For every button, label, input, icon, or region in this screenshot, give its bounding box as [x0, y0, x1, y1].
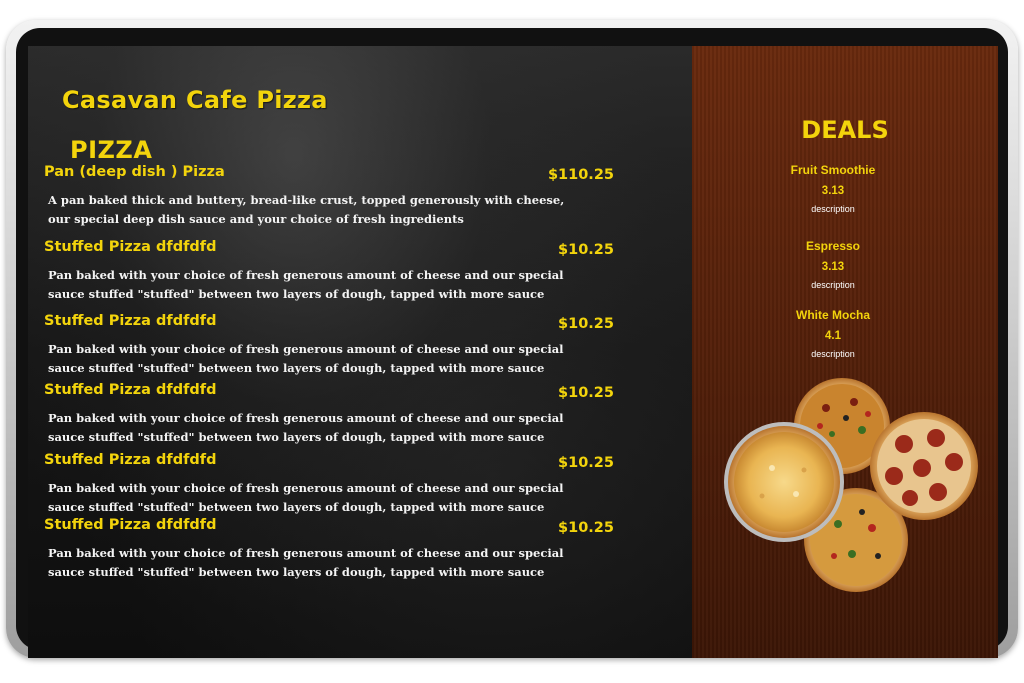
item-name: Pan (deep dish ) Pizza: [44, 164, 225, 180]
item-name: Stuffed Pizza dfdfdfd: [44, 382, 217, 398]
item-description-line: Pan baked with your choice of fresh generous amount of cheese and our special: [48, 546, 564, 560]
item-price: $10.25: [558, 385, 614, 401]
item-description: [48, 191, 614, 229]
item-description: [48, 266, 614, 304]
item-description-line: sauce stuffed "stuffed" between two layers of dough, tapped with more sauce: [48, 287, 545, 301]
deal-item: [748, 238, 918, 291]
deal-description: description: [811, 349, 855, 359]
item-description: [48, 340, 614, 378]
item-description-line: Pan baked with your choice of fresh generous amount of cheese and our special: [48, 411, 564, 425]
item-description: [48, 409, 614, 447]
item-description-line: Pan baked with your choice of fresh generous amount of cheese and our special: [48, 268, 564, 282]
item-price: $10.25: [558, 455, 614, 471]
item-price: $110.25: [547, 167, 614, 183]
item-description-line: A pan baked thick and buttery, bread-like crust, topped generously with cheese,: [48, 193, 565, 207]
cheese-pizza: [724, 422, 844, 542]
item-description-line: Pan baked with your choice of fresh generous amount of cheese and our special: [48, 481, 564, 495]
item-description-line: sauce stuffed "stuffed" between two layers of dough, tapped with more sauce: [48, 430, 545, 444]
deal-name: White Mocha: [796, 308, 870, 322]
deals-title: DEALS: [801, 116, 889, 144]
item-name: Stuffed Pizza dfdfdfd: [44, 452, 217, 468]
item-description-line: sauce stuffed "stuffed" between two layers of dough, tapped with more sauce: [48, 565, 545, 579]
item-name: Stuffed Pizza dfdfdfd: [44, 239, 217, 255]
item-price: $10.25: [558, 242, 614, 258]
deal-name: Espresso: [805, 239, 861, 253]
deal-item: [748, 307, 918, 360]
item-description-line: our special deep dish sauce and your choice of fresh ingredients: [48, 212, 464, 226]
cafe-title: Casavan Cafe Pizza: [62, 86, 328, 114]
item-description: [48, 544, 614, 582]
item-price: $10.25: [558, 316, 614, 332]
deal-price: 3.13: [821, 261, 845, 273]
deal-description: description: [811, 204, 855, 214]
pepperoni-pizza: [870, 412, 978, 520]
item-description-line: Pan baked with your choice of fresh generous amount of cheese and our special: [48, 342, 564, 356]
menu-screen: [28, 46, 998, 658]
deal-price: 4.1: [825, 330, 841, 342]
pizza-stack-image: [722, 378, 986, 594]
section-title: PIZZA: [70, 136, 153, 164]
deal-item: [748, 162, 918, 215]
item-description-line: sauce stuffed "stuffed" between two layers of dough, tapped with more sauce: [48, 361, 545, 375]
item-description: [48, 479, 614, 517]
item-name: Stuffed Pizza dfdfdfd: [44, 517, 217, 533]
item-price: $10.25: [558, 520, 614, 536]
deal-price: 3.13: [821, 185, 845, 197]
item-name: Stuffed Pizza dfdfdfd: [44, 313, 217, 329]
menu-panel: [28, 46, 692, 658]
deal-name: Fruit Smoothie: [790, 163, 876, 177]
deal-description: description: [811, 280, 855, 290]
item-description-line: sauce stuffed "stuffed" between two layers of dough, tapped with more sauce: [48, 500, 545, 514]
deals-panel: [692, 46, 998, 658]
